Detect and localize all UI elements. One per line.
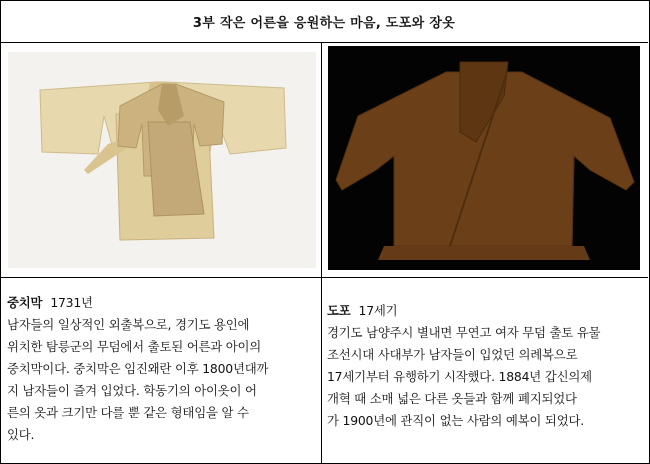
jungchimak-name: 중치막 — [7, 295, 43, 310]
dopo-era: 17세기 — [358, 303, 398, 318]
column-divider — [321, 43, 322, 463]
jungchimak-description — [7, 292, 315, 446]
jungchimak-heading — [7, 292, 315, 314]
text-line: 위치한 탐릉군의 무덤에서 출토된 어른과 아이의 — [7, 339, 262, 354]
text-line: 중치막이다. 중치막은 임진왜란 이후 1800년대까 — [7, 361, 269, 376]
dopo-heading — [327, 300, 643, 322]
page-title: 3부 작은 어른을 응원하는 마음, 도포와 장옷 — [0, 0, 648, 43]
jungchimak-photo — [8, 52, 316, 268]
text-line: 조선시대 사대부가 남자들이 입었던 의례복으로 — [327, 347, 578, 362]
text-line: 른의 옷과 크기만 다를 뿐 같은 형태임을 알 수 — [7, 405, 249, 420]
text-line: 가 1900년에 관직이 없는 사람의 예복이 되었다. — [327, 413, 584, 428]
text-line: 지 남자들이 즐겨 입었다. 학동기의 아이옷이 어 — [7, 383, 257, 398]
text-line: 17세기부터 유행하기 시작했다. 1884년 갑신의제 — [327, 369, 592, 384]
dopo-name: 도포 — [327, 303, 351, 318]
text-line: 있다. — [7, 427, 35, 442]
text-line: 개혁 때 소매 넓은 다른 옷들과 함께 폐지되었다 — [327, 391, 577, 406]
dopo-description — [327, 300, 643, 432]
dopo-photo — [328, 46, 640, 270]
row-divider — [0, 277, 648, 278]
text-line: 경기도 남양주시 별내면 무연고 여자 무덤 출토 유물 — [327, 325, 601, 340]
jungchimak-era: 1731년 — [50, 295, 93, 310]
text-line: 남자들의 일상적인 외출복으로, 경기도 용인에 — [7, 317, 250, 332]
